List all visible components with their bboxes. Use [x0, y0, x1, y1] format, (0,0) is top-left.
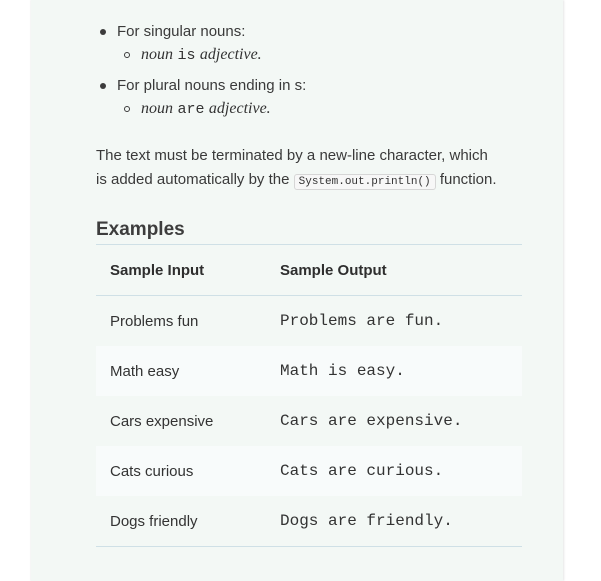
sample-input: Dogs friendly — [96, 496, 260, 547]
sample-input: Cars expensive — [110, 412, 214, 430]
rule-verb: are — [177, 101, 205, 118]
table-row — [96, 396, 522, 446]
sample-output: Cars are expensive. — [280, 412, 463, 430]
rule-adjective: adjective — [199, 46, 258, 63]
list-item — [96, 77, 522, 119]
inline-code: System.out.println() — [294, 174, 436, 190]
sample-output: Problems are fun. — [280, 312, 444, 330]
table-row — [96, 296, 522, 347]
sample-input: Math easy — [96, 346, 260, 396]
list-item — [96, 23, 522, 65]
table-row — [96, 346, 522, 396]
column-header-input: Sample Input — [96, 245, 260, 296]
rule-verb: is — [177, 47, 196, 64]
bullet-icon — [100, 83, 106, 89]
termination-note — [96, 144, 522, 194]
rule-noun: noun — [141, 46, 173, 63]
rule-label: For plural nouns ending in s: — [117, 77, 307, 94]
table-row — [96, 496, 522, 547]
sample-output: Cats are curious. — [260, 446, 522, 496]
rule-period: . — [257, 46, 262, 63]
rule-format — [117, 46, 522, 65]
table-header-row — [96, 245, 522, 296]
sample-input: Cats curious — [96, 446, 260, 496]
rule-label: For singular nouns: — [117, 23, 246, 40]
rules-list — [96, 23, 522, 119]
sample-output: Dogs are friendly. — [260, 496, 522, 547]
bullet-icon — [100, 29, 106, 35]
note-line-2: is added automatically by the — [96, 171, 290, 188]
examples-table — [96, 245, 522, 547]
sample-output: Math is easy. — [260, 346, 522, 396]
note-line-1: The text must be terminated by a new-line character, which — [96, 147, 488, 164]
note-line-2-end: function. — [439, 171, 497, 188]
table-row — [96, 446, 522, 496]
rule-format — [117, 100, 522, 119]
rule-adjective: adjective — [208, 100, 267, 117]
sample-input: Problems fun — [110, 312, 199, 330]
column-header-output: Sample Output — [260, 245, 522, 296]
examples-heading: Examples — [96, 219, 185, 240]
rule-period: . — [266, 100, 271, 117]
problem-description — [96, 0, 522, 547]
circle-bullet-icon — [124, 52, 130, 58]
circle-bullet-icon — [124, 106, 130, 112]
rule-noun: noun — [141, 100, 173, 117]
